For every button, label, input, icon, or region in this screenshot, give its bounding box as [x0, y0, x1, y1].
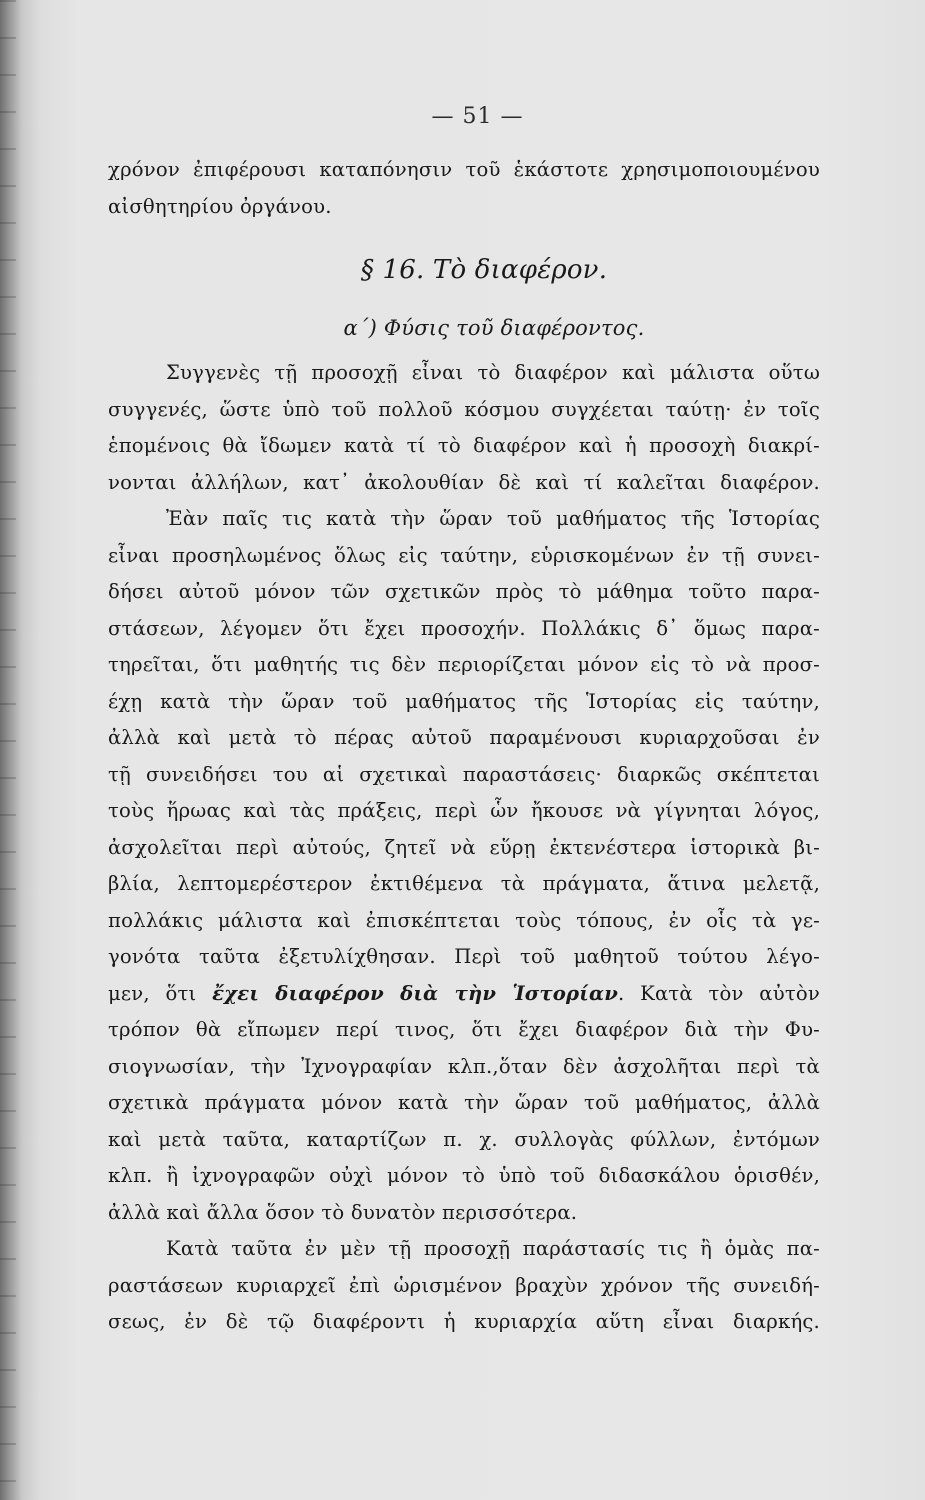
text-line: νονται ἀλλήλων, κατ᾽ ἀκολουθίαν δὲ καὶ τί καλεῖται διαφέρον.: [108, 470, 820, 494]
text-line: δήσει αὐτοῦ μόνον τῶν σχετικῶν πρὸς τὸ μάθημα τοῦτο παρα-: [108, 580, 820, 603]
text-line: καὶ μετὰ ταῦτα, καταρτίζων π. χ. συλλογὰς φύλλων, ἐντόμων: [108, 1127, 820, 1151]
text-line: αἰσθητηρίου ὀργάνου.: [108, 194, 332, 218]
text-line: έχῃ κατὰ τὴν ὥραν τοῦ μαθήματος τῆς Ἱστορίας εἰς ταύτην,: [108, 689, 820, 713]
text-line: τρόπον θὰ εἴπωμεν περί τινος, ὅτι ἔχει διαφέρον διὰ τὴν Φυ-: [108, 1018, 820, 1041]
text-line: Συγγενὲς τῇ προσοχῇ εἶναι τὸ διαφέρον καὶ μάλιστα οὕτω: [166, 361, 820, 384]
text-line: ἑπομένοις θὰ ἴδωμεν κατὰ τί τὸ διαφέρον καὶ ἡ προσοχὴ διακρί-: [108, 434, 820, 457]
text-line: σχετικὰ πράγματα μόνον κατὰ τὴν ὥραν τοῦ μαθήματος, ἀλλὰ: [108, 1091, 820, 1114]
text-line: ἀλλὰ καὶ ἄλλα ὅσον τὸ δυνατὸν περισσότερα.: [108, 1200, 578, 1224]
text-line: ραστάσεων κυριαρχεῖ ἐπὶ ὡρισμένον βραχὺν χρόνον τῆς συνειδή-: [108, 1273, 820, 1297]
text-line: βλία, λεπτομερέστερον ἐκτιθέμενα τὰ πράγματα, ἅτινα μελετᾷ,: [108, 872, 820, 895]
text-line: ἀλλὰ καὶ μετὰ τὸ πέρας αὐτοῦ παραμένουσι κυριαρχοῦσαι ἐν: [108, 726, 820, 749]
text-line: πολλάκις μάλιστα καὶ ἐπισκέπτεται τοὺς τόπους, ἐν οἷς τὰ γε-: [108, 908, 820, 932]
text-line-emphasis: [108, 976, 820, 1013]
text-line: χρόνον ἐπιφέρουσι καταπόνησιν τοῦ ἑκάστοτε χρησιμοποιουμένου: [108, 158, 820, 181]
body-text: [108, 152, 820, 1341]
text-line: ἀσχολεῖται περὶ αὐτούς, ζητεῖ νὰ εὕρῃ ἐκτενέστερα ἱστορικὰ βι-: [108, 835, 820, 859]
text-line: σιογνωσίαν, τὴν Ἰχνογραφίαν κλπ.,ὅταν δὲν ἀσχολῆται περὶ τὰ: [108, 1054, 820, 1078]
binding-gutter: [0, 0, 16, 1500]
text-line: τηρεῖται, ὅτι μαθητής τις δὲν περιορίζεται μόνον εἰς τὸ νὰ προσ-: [108, 653, 820, 676]
text-line: τῇ συνειδήσει του αἱ σχετικαὶ παραστάσεις· διαρκῶς σκέπτεται: [108, 762, 820, 786]
text-line: συγγενές, ὥστε ὑπὸ τοῦ πολλοῦ κόσμου συγχέεται ταύτῃ· ἐν τοῖς: [108, 397, 820, 421]
text-line: Ἐὰν παῖς τις κατὰ τὴν ὥραν τοῦ μαθήματος τῆς Ἱστορίας: [166, 507, 820, 530]
page-number: — 51 —: [431, 104, 524, 129]
text-line: Κατὰ ταῦτα ἐν μὲν τῇ προσοχῇ παράστασίς τις ἢ ὁμὰς πα-: [166, 1237, 820, 1260]
text-line: σεως, ἐν δὲ τῷ διαφέροντι ἡ κυριαρχία αὕτη εἶναι διαρκής.: [108, 1310, 820, 1333]
emph-prefix: μεν, ὅτι: [108, 981, 213, 1005]
section-heading: § 16. Τὸ διαφέρον.: [360, 255, 608, 285]
text-line: τοὺς ἥρωας καὶ τὰς πράξεις, περὶ ὧν ἤκουσε νὰ γίγνηται λόγος,: [108, 799, 820, 822]
emphasized-phrase: ἔχει διαφέρον διὰ τὴν Ἱστορίαν: [212, 981, 619, 1005]
text-line: γονότα ταῦτα ἐξετυλίχθησαν. Περὶ τοῦ μαθητοῦ τούτου λέγο-: [108, 945, 820, 968]
subsection-heading: α΄) Φύσις τοῦ διαφέροντος.: [343, 316, 645, 340]
text-line: κλπ. ἢ ἰχνογραφῶν οὐχὶ μόνον τὸ ὑπὸ τοῦ διδασκάλου ὁρισθέν,: [108, 1164, 820, 1187]
text-line: εἶναι προσηλωμένος ὅλως εἰς ταύτην, εὑρισκομένων ἐν τῇ συνει-: [108, 543, 820, 567]
emph-suffix: . Κατὰ τὸν αὐτὸν: [618, 981, 820, 1005]
text-line: στάσεων, λέγομεν ὅτι ἔχει προσοχήν. Πολλάκις δ᾽ ὅμως παρα-: [108, 616, 820, 640]
